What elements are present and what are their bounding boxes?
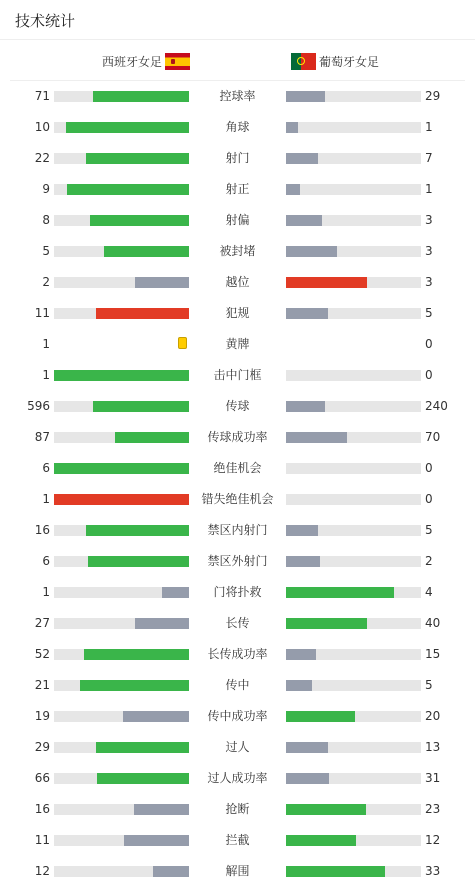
stat-label: 控球率 <box>219 89 256 103</box>
away-bar-fill <box>286 432 347 443</box>
home-value: 1 <box>42 492 50 506</box>
home-bar-track <box>54 184 189 195</box>
stat-row <box>0 453 475 484</box>
home-bar-track <box>54 680 189 691</box>
home-value: 22 <box>34 151 50 165</box>
stat-label: 黄牌 <box>225 337 250 351</box>
home-bar-track <box>54 618 189 629</box>
away-bar-fill <box>286 153 318 164</box>
away-bar-track <box>286 370 421 381</box>
away-bar-track <box>286 587 421 598</box>
away-bar-fill <box>286 525 318 536</box>
stat-label: 传球 <box>225 399 250 413</box>
away-bar-track <box>286 401 421 412</box>
stat-label: 禁区内射门 <box>207 523 268 537</box>
stat-row <box>0 794 475 825</box>
stat-row <box>0 298 475 329</box>
stat-row <box>0 329 475 360</box>
away-bar-track <box>286 215 421 226</box>
home-bar-fill <box>134 804 189 815</box>
away-value: 5 <box>425 678 433 692</box>
home-bar-track <box>54 742 189 753</box>
home-bar-track <box>54 122 189 133</box>
home-bar-fill <box>93 91 189 102</box>
stat-label: 射门 <box>225 151 250 165</box>
home-bar-fill <box>88 556 189 567</box>
home-bar-fill <box>97 773 189 784</box>
away-bar-fill <box>286 618 367 629</box>
away-value: 5 <box>425 306 433 320</box>
away-bar-fill <box>286 122 298 133</box>
home-value: 2 <box>42 275 50 289</box>
away-bar-track <box>286 277 421 288</box>
away-bar-track <box>286 835 421 846</box>
home-value: 27 <box>34 616 50 630</box>
home-bar-fill <box>162 587 189 598</box>
away-bar-track <box>286 432 421 443</box>
stat-row <box>0 205 475 236</box>
away-bar-track <box>286 711 421 722</box>
home-bar-fill <box>135 618 189 629</box>
stat-row <box>0 732 475 763</box>
home-bar-track <box>54 773 189 784</box>
home-team <box>102 52 190 70</box>
stat-label: 过人成功率 <box>207 771 268 785</box>
away-value: 20 <box>425 709 441 723</box>
home-value: 11 <box>34 833 50 847</box>
home-bar-track <box>54 587 189 598</box>
stat-row <box>0 81 475 112</box>
home-bar-fill <box>54 370 189 381</box>
home-value: 6 <box>42 461 50 475</box>
stat-row <box>0 143 475 174</box>
home-bar-track <box>54 432 189 443</box>
away-bar-fill <box>286 742 328 753</box>
away-value: 23 <box>425 802 441 816</box>
home-bar-fill <box>90 215 189 226</box>
home-team-name: 西班牙女足 <box>102 54 163 69</box>
home-bar-track <box>54 401 189 412</box>
teams-row <box>10 41 465 81</box>
away-value: 0 <box>425 492 433 506</box>
stat-label: 禁区外射门 <box>207 554 268 568</box>
away-bar-track <box>286 525 421 536</box>
away-value: 3 <box>425 275 433 289</box>
home-bar-track <box>54 215 189 226</box>
away-bar-fill <box>286 556 320 567</box>
home-value: 10 <box>34 120 50 134</box>
home-value: 71 <box>34 89 50 103</box>
stat-label: 越位 <box>225 275 250 289</box>
home-value: 21 <box>34 678 50 692</box>
away-bar-track <box>286 153 421 164</box>
stat-row <box>0 236 475 267</box>
stat-row <box>0 515 475 546</box>
home-bar-track <box>54 866 189 877</box>
away-bar-track <box>286 246 421 257</box>
stat-label: 绝佳机会 <box>213 461 262 475</box>
away-value: 1 <box>425 120 433 134</box>
home-bar-track <box>54 835 189 846</box>
home-bar-fill <box>86 525 189 536</box>
home-bar-fill <box>96 742 189 753</box>
away-value: 3 <box>425 244 433 258</box>
home-value: 1 <box>42 585 50 599</box>
stat-row <box>0 391 475 422</box>
home-bar-track <box>54 804 189 815</box>
away-value: 70 <box>425 430 441 444</box>
stat-row <box>0 546 475 577</box>
away-bar-track <box>286 773 421 784</box>
stat-row <box>0 112 475 143</box>
away-bar-fill <box>286 773 329 784</box>
away-bar-track <box>286 804 421 815</box>
home-bar-track <box>54 277 189 288</box>
home-value: 16 <box>34 802 50 816</box>
home-bar-fill <box>93 401 189 412</box>
stat-row <box>0 422 475 453</box>
away-value: 31 <box>425 771 441 785</box>
away-value: 2 <box>425 554 433 568</box>
stat-label: 抢断 <box>225 802 250 816</box>
stat-label: 门将扑救 <box>213 585 262 599</box>
stat-row <box>0 639 475 670</box>
away-bar-track <box>286 184 421 195</box>
away-bar-fill <box>286 246 337 257</box>
home-value: 6 <box>42 554 50 568</box>
away-team <box>291 52 379 70</box>
away-value: 0 <box>425 461 433 475</box>
stat-row <box>0 701 475 732</box>
away-bar-track <box>286 742 421 753</box>
home-value: 52 <box>34 647 50 661</box>
stat-row <box>0 360 475 391</box>
home-value: 11 <box>34 306 50 320</box>
home-bar-fill <box>67 184 189 195</box>
away-bar-fill <box>286 711 355 722</box>
page-title: 技术统计 <box>15 12 76 30</box>
home-value: 1 <box>42 337 50 351</box>
stat-label: 错失绝佳机会 <box>201 492 274 506</box>
away-value: 29 <box>425 89 441 103</box>
stat-row <box>0 267 475 298</box>
home-value: 87 <box>34 430 50 444</box>
home-value: 29 <box>34 740 50 754</box>
home-value: 1 <box>42 368 50 382</box>
stat-label: 长传成功率 <box>207 647 268 661</box>
away-bar-fill <box>286 804 366 815</box>
home-bar-fill <box>153 866 189 877</box>
home-bar-track <box>54 525 189 536</box>
stat-label: 长传 <box>225 616 250 630</box>
stat-row <box>0 763 475 794</box>
home-bar-track <box>54 494 189 505</box>
away-value: 4 <box>425 585 433 599</box>
home-bar-fill <box>123 711 189 722</box>
away-bar-track <box>286 866 421 877</box>
stat-row <box>0 825 475 856</box>
away-bar-track <box>286 494 421 505</box>
away-value: 40 <box>425 616 441 630</box>
home-value: 5 <box>42 244 50 258</box>
stat-label: 过人 <box>225 740 250 754</box>
stat-label: 角球 <box>225 120 250 134</box>
portugal-flag-icon <box>291 53 316 70</box>
away-bar-fill <box>286 866 385 877</box>
away-bar-fill <box>286 184 300 195</box>
spain-flag-icon <box>165 53 190 70</box>
home-bar-fill <box>124 835 189 846</box>
away-bar-fill <box>286 587 394 598</box>
home-bar-fill <box>104 246 189 257</box>
stat-label: 犯规 <box>225 306 250 320</box>
home-bar-fill <box>84 649 189 660</box>
away-bar-track <box>286 91 421 102</box>
away-value: 240 <box>425 399 448 413</box>
stat-label: 传中 <box>225 678 250 692</box>
home-value: 596 <box>27 399 50 413</box>
away-team-name: 葡萄牙女足 <box>319 54 380 69</box>
away-bar-track <box>286 122 421 133</box>
away-bar-track <box>286 618 421 629</box>
away-value: 5 <box>425 523 433 537</box>
stats-header <box>0 0 475 40</box>
stat-label: 解围 <box>225 864 250 878</box>
away-bar-fill <box>286 308 328 319</box>
away-bar-fill <box>286 91 325 102</box>
stat-row <box>0 577 475 608</box>
home-bar-fill <box>96 308 189 319</box>
home-bar-track <box>54 556 189 567</box>
home-bar-track <box>54 91 189 102</box>
stat-row <box>0 856 475 887</box>
away-bar-track <box>286 680 421 691</box>
home-bar-track <box>54 711 189 722</box>
home-value: 19 <box>34 709 50 723</box>
away-value: 3 <box>425 213 433 227</box>
home-bar-fill <box>54 494 189 505</box>
stat-row <box>0 484 475 515</box>
home-value: 66 <box>34 771 50 785</box>
home-value: 16 <box>34 523 50 537</box>
home-bar-track <box>54 649 189 660</box>
away-value: 13 <box>425 740 441 754</box>
home-bar-fill <box>66 122 189 133</box>
home-value: 12 <box>34 864 50 878</box>
stat-label: 射正 <box>225 182 250 196</box>
stat-row <box>0 608 475 639</box>
away-bar-fill <box>286 277 367 288</box>
stat-label: 传球成功率 <box>207 430 268 444</box>
away-bar-fill <box>286 835 356 846</box>
stats-list <box>0 81 475 887</box>
home-bar-fill <box>80 680 189 691</box>
away-value: 0 <box>425 368 433 382</box>
home-value: 9 <box>42 182 50 196</box>
home-bar-track <box>54 153 189 164</box>
home-value: 8 <box>42 213 50 227</box>
away-bar-fill <box>286 215 322 226</box>
away-value: 15 <box>425 647 441 661</box>
away-bar-fill <box>286 401 325 412</box>
stat-label: 射偏 <box>225 213 250 227</box>
away-value: 1 <box>425 182 433 196</box>
away-value: 33 <box>425 864 441 878</box>
away-bar-track <box>286 556 421 567</box>
stat-label: 传中成功率 <box>207 709 268 723</box>
home-bar-track <box>54 308 189 319</box>
stat-row <box>0 670 475 701</box>
home-bar-track <box>54 463 189 474</box>
home-bar-fill <box>115 432 189 443</box>
away-value: 0 <box>425 337 433 351</box>
home-bar-track <box>54 370 189 381</box>
stat-label: 被封堵 <box>219 244 256 258</box>
stat-row <box>0 174 475 205</box>
away-bar-fill <box>286 680 312 691</box>
away-bar-track <box>286 308 421 319</box>
home-bar-fill <box>135 277 189 288</box>
stat-label: 击中门框 <box>213 368 262 382</box>
home-bar-track <box>54 246 189 257</box>
away-bar-track <box>286 649 421 660</box>
away-bar-fill <box>286 649 316 660</box>
stat-label: 拦截 <box>225 833 250 847</box>
away-value: 7 <box>425 151 433 165</box>
home-bar-fill <box>54 463 189 474</box>
yellow-card-icon <box>178 337 187 349</box>
away-value: 12 <box>425 833 441 847</box>
home-bar-fill <box>86 153 189 164</box>
away-bar-track <box>286 463 421 474</box>
